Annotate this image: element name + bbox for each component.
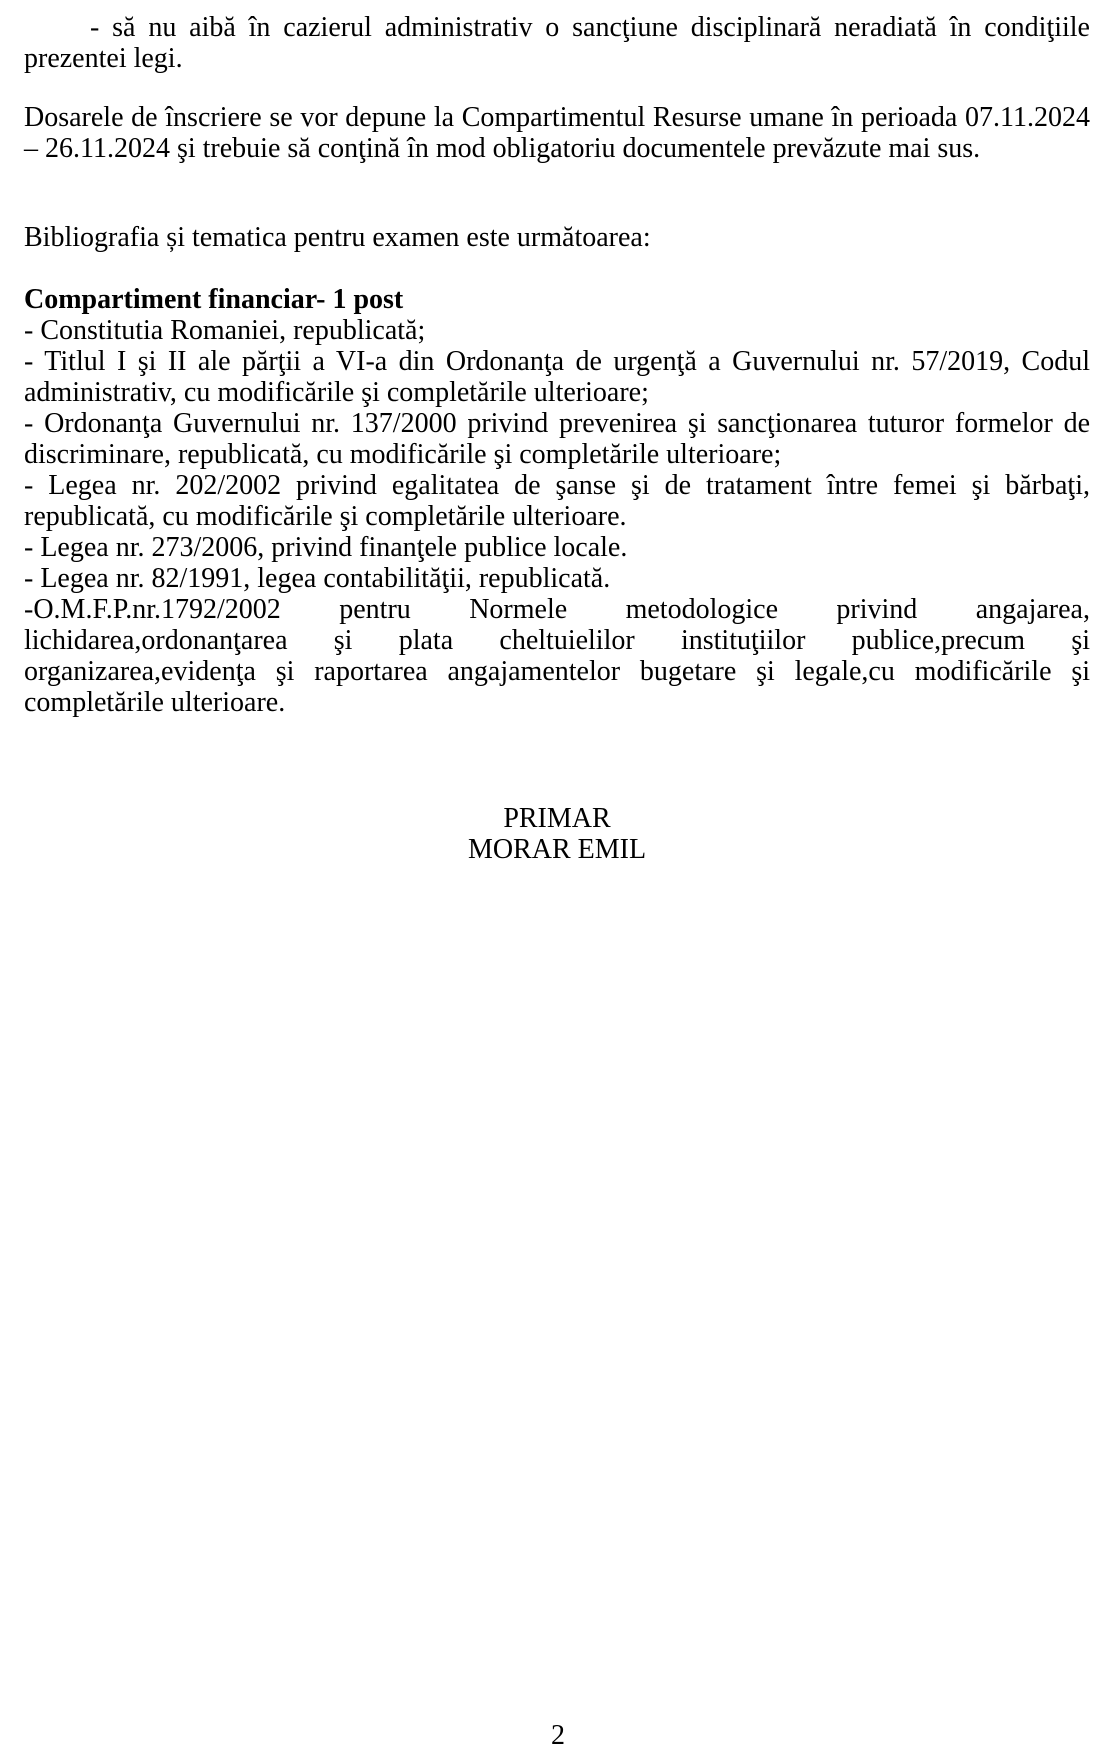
section-title-compartiment-financiar: Compartiment financiar- 1 post <box>24 284 404 315</box>
page-number: 2 <box>551 1720 565 1751</box>
bibliography-item-omfp-1792-2002: -O.M.F.P.nr.1792/2002 pentru Normele metodologice privind angajarea, lichidarea,ordonanţarea şi plata cheltuielilor instituţiilor publice,precum şi organizarea,evidenţa şi raportarea angajamentelor bugetare şi legale,cu modificările şi completările ulterioare. <box>24 594 1090 718</box>
intro-paragraph: - să nu aibă în cazierul administrativ o sancţiune disciplinară neradiată în condiţiile prezentei legi. <box>24 12 1090 74</box>
signature-role: PRIMAR <box>503 803 611 834</box>
bibliography-item-legea-82-1991: - Legea nr. 82/1991, legea contabilităţii, republicată. <box>24 563 611 594</box>
bibliography-item-constitutia: - Constitutia Romaniei, republicată; <box>24 315 426 346</box>
signature-block <box>24 803 1090 865</box>
document-content <box>24 12 1090 865</box>
bibliography-heading: Bibliografia și tematica pentru examen este următoarea: <box>24 222 651 253</box>
bibliography-item-legea-273-2006: - Legea nr. 273/2006, privind finanţele publice locale. <box>24 532 628 563</box>
bibliography-item-og-137-2000: - Ordonanţa Guvernului nr. 137/2000 privind prevenirea şi sancţionarea tuturor formelor de discriminare, republicată, cu modificările şi completările ulterioare; <box>24 408 1090 470</box>
bibliography-item-codul-administrativ: - Titlul I şi II ale părţii a VI-a din Ordonanţa de urgenţă a Guvernului nr. 57/2019, Codul administrativ, cu modificările şi completările ulterioare; <box>24 346 1090 408</box>
bibliography-item-legea-202-2002: - Legea nr. 202/2002 privind egalitatea de şanse şi de tratament între femei şi bărbaţi, republicată, cu modificările şi completările ulterioare. <box>24 470 1090 532</box>
submission-paragraph: Dosarele de înscriere se vor depune la Compartimentul Resurse umane în perioada 07.11.2024 – 26.11.2024 şi trebuie să conţină în mod obligatoriu documentele prevăzute mai sus. <box>24 102 1090 164</box>
signature-name: MORAR EMIL <box>467 834 647 865</box>
